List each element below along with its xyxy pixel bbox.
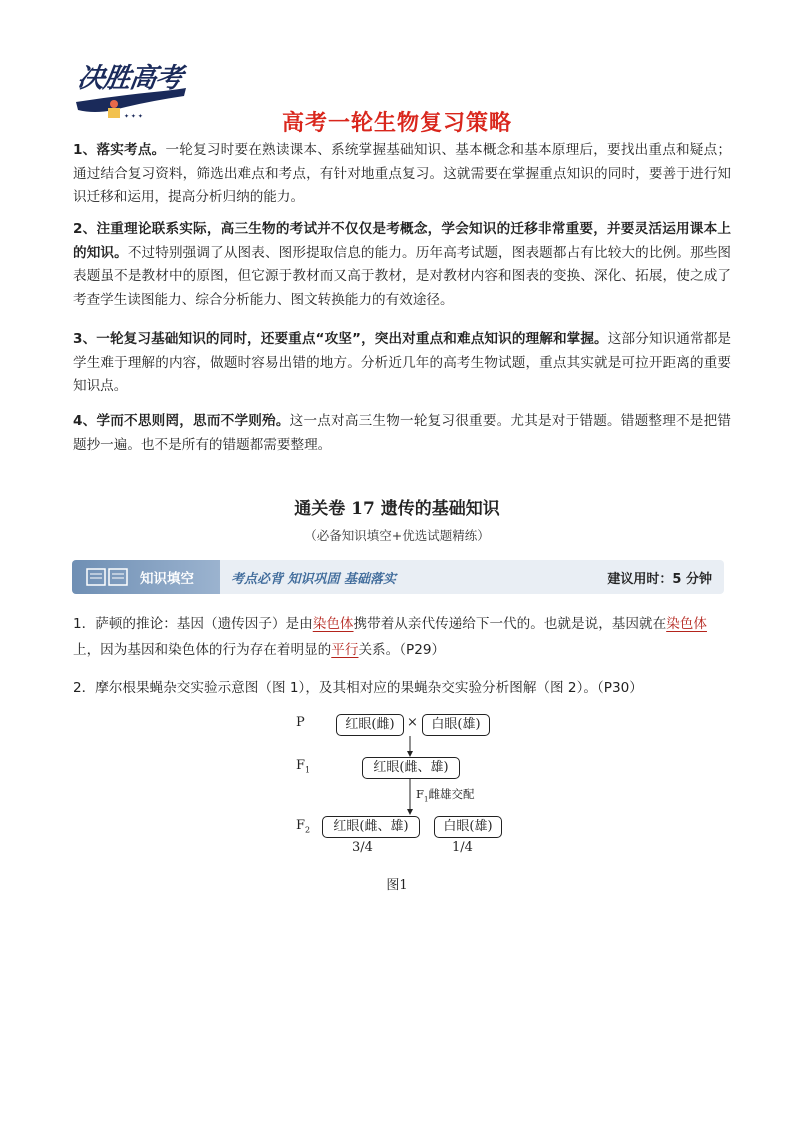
banner-slogan: 考点必背 知识巩固 基础落实 xyxy=(231,572,397,587)
strategy-heading: 4、学而不思则罔，思而不学则殆。 xyxy=(73,413,290,429)
svg-text:✦ ✦ ✦: ✦ ✦ ✦ xyxy=(124,113,143,120)
section-subtitle: （必备知识填空+优选试题精练） xyxy=(304,528,490,543)
strategy-text: 这一点对高三生物一轮复习很重要。尤其是对于错题。错题整理不是把错题抄一遍。也不是所有的错题都需要整理。 xyxy=(73,413,731,453)
strategy-text: 不过特别强调了从图表、图形提取信息的能力。历年高考试题，图表题都占有比较大的比例。那些图表题虽不是教材中的原图，但它源于教材而又高于教材，是对教材内容和图表的变换、深化、拓展，使之成了考查学生读图能力、综合分析能力、图文转换能力的有效途径。 xyxy=(73,244,731,308)
suggested-time: 建议用时：5 分钟 xyxy=(607,572,712,587)
generation-label-f1: $F_1$ xyxy=(296,758,311,775)
item-text: 携带着从亲代传递给下一代的。也就是说，基因就在 xyxy=(353,616,667,632)
item-text: 1．萨顿的推论：基因（遗传因子）是由 xyxy=(73,616,313,632)
banner-tab-label: 知识填空 xyxy=(140,571,194,587)
question-item-2: 2．摩尔根果蝇杂交实验示意图（图 1），及其相对应的果蝇杂交实验分析图解（图 2）。（P30） xyxy=(73,680,643,696)
f2-white-ratio: 1/4 xyxy=(452,840,473,855)
f1-offspring-box: 红眼(雌、雄) xyxy=(362,757,460,779)
generation-label-f2: $F_2$ xyxy=(296,818,311,835)
strategy-paragraph-1 xyxy=(73,139,731,210)
figure-caption: 图1 xyxy=(386,878,408,893)
strategy-heading: 1、落实考点。 xyxy=(73,142,166,158)
parent-female-box: 红眼(雌) xyxy=(336,714,404,736)
f2-white-eye-box: 白眼(雄) xyxy=(434,816,502,838)
generation-label-p: P xyxy=(296,715,305,730)
parent-male-box: 白眼(雄) xyxy=(422,714,490,736)
section-banner xyxy=(72,560,724,594)
fill-blank-answer: 平行 xyxy=(331,642,359,658)
strategy-paragraph-3 xyxy=(73,328,731,399)
question-item-1 xyxy=(73,611,733,663)
cross-symbol: × xyxy=(407,715,418,730)
strategy-paragraph-4 xyxy=(73,410,731,457)
strategy-heading: 2、注重理论联系实际，高三生物的考试并不仅仅是考概念，学会知识的迁移非常重要，并要灵活运用课本上的知识。 xyxy=(73,221,731,261)
book-icon xyxy=(86,568,130,586)
fill-blank-answer: 染色体 xyxy=(312,616,354,632)
cross-diagram xyxy=(286,706,516,866)
item-text: 关系。（P29） xyxy=(358,642,446,658)
logo-text: 决胜高考 xyxy=(75,63,184,94)
strategy-text: 这部分知识通常都是学生难于理解的内容，做题时容易出错的地方。分析近几年的高考生物试题，重点其实就是可拉开距离的重要知识点。 xyxy=(73,331,732,395)
banner-tab xyxy=(72,560,220,594)
f2-red-ratio: 3/4 xyxy=(352,840,373,855)
f2-red-eye-box: 红眼(雌、雄) xyxy=(322,816,420,838)
item-text: 上，因为基因和染色体的行为存在着明显的 xyxy=(73,642,332,658)
f1-cross-note: $F_1$雌雄交配 xyxy=(416,787,475,804)
main-title: 高考一轮生物复习策略 xyxy=(281,111,512,136)
fill-blank-answer: 染色体 xyxy=(666,616,707,632)
strategy-paragraph-2 xyxy=(73,218,731,312)
strategy-heading: 3、一轮复习基础知识的同时，还要重点“攻坚”，突出对重点和难点知识的理解和掌握。 xyxy=(73,331,608,347)
section-title: 通关卷 17 遗传的基础知识 xyxy=(294,499,500,519)
strategy-text: 一轮复习时要在熟读课本、系统掌握基础知识、基本概念和基本原理后，要找出重点和疑点；通过结合复习资料，筛选出难点和考点，有针对地重点复习。这就需要在掌握重点知识的同时，要善于进行知识迁移和运用，提高分析归纳的能力。 xyxy=(73,142,732,206)
